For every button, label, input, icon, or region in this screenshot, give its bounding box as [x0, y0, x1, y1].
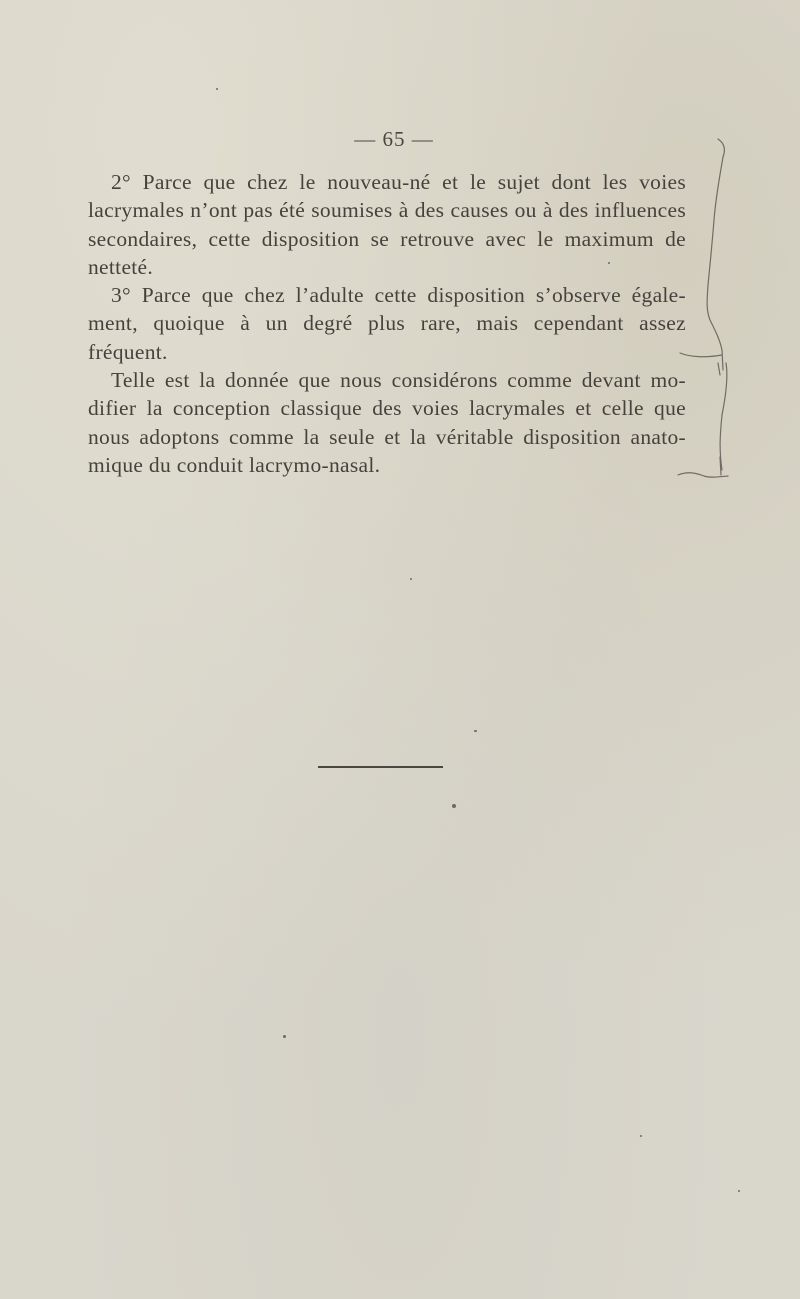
paper-speck — [608, 262, 610, 264]
body-text — [88, 168, 686, 479]
paragraph-2-line-2: ment, quoique à un degré plus rare, mais cependant assez — [88, 311, 686, 336]
paragraph-1-line-3: secondaires, cette disposition se retrouve avec le maximum de — [88, 226, 686, 251]
paragraph-3-line-1: Telle est la donnée que nous considérons comme devant mo- — [111, 368, 686, 393]
paragraph-3-line-3: nous adoptons comme la seule et la véritable disposition anato- — [88, 424, 686, 449]
paper-speck — [410, 578, 412, 580]
paper-speck — [474, 730, 477, 732]
paragraph-2-line-1: 3° Parce que chez l’adulte cette disposition s’observe égale- — [111, 283, 686, 308]
paragraph-2-line-3: fréquent. — [88, 339, 168, 364]
page-number: — 65 — — [354, 127, 434, 151]
paper-speck — [738, 1190, 740, 1192]
section-separator-rule — [318, 766, 443, 768]
paper-speck — [452, 804, 456, 808]
pencil-bracket-mark — [670, 135, 740, 490]
paragraph-3-line-2: difier la conception classique des voies lacrymales et celle que — [88, 396, 686, 421]
paragraph-1-line-1: 2° Parce que chez le nouveau-né et le sujet dont les voies — [111, 170, 686, 194]
paragraph-1-line-4: netteté. — [88, 254, 154, 279]
paragraph-1-line-2: lacrymales n’ont pas été soumises à des causes ou à des influences — [88, 198, 686, 223]
paper-speck — [216, 88, 218, 90]
paper-speck — [640, 1135, 642, 1137]
paper-speck — [283, 1035, 286, 1038]
paragraph-3-line-4: mique du conduit lacrymo-nasal. — [88, 452, 381, 477]
